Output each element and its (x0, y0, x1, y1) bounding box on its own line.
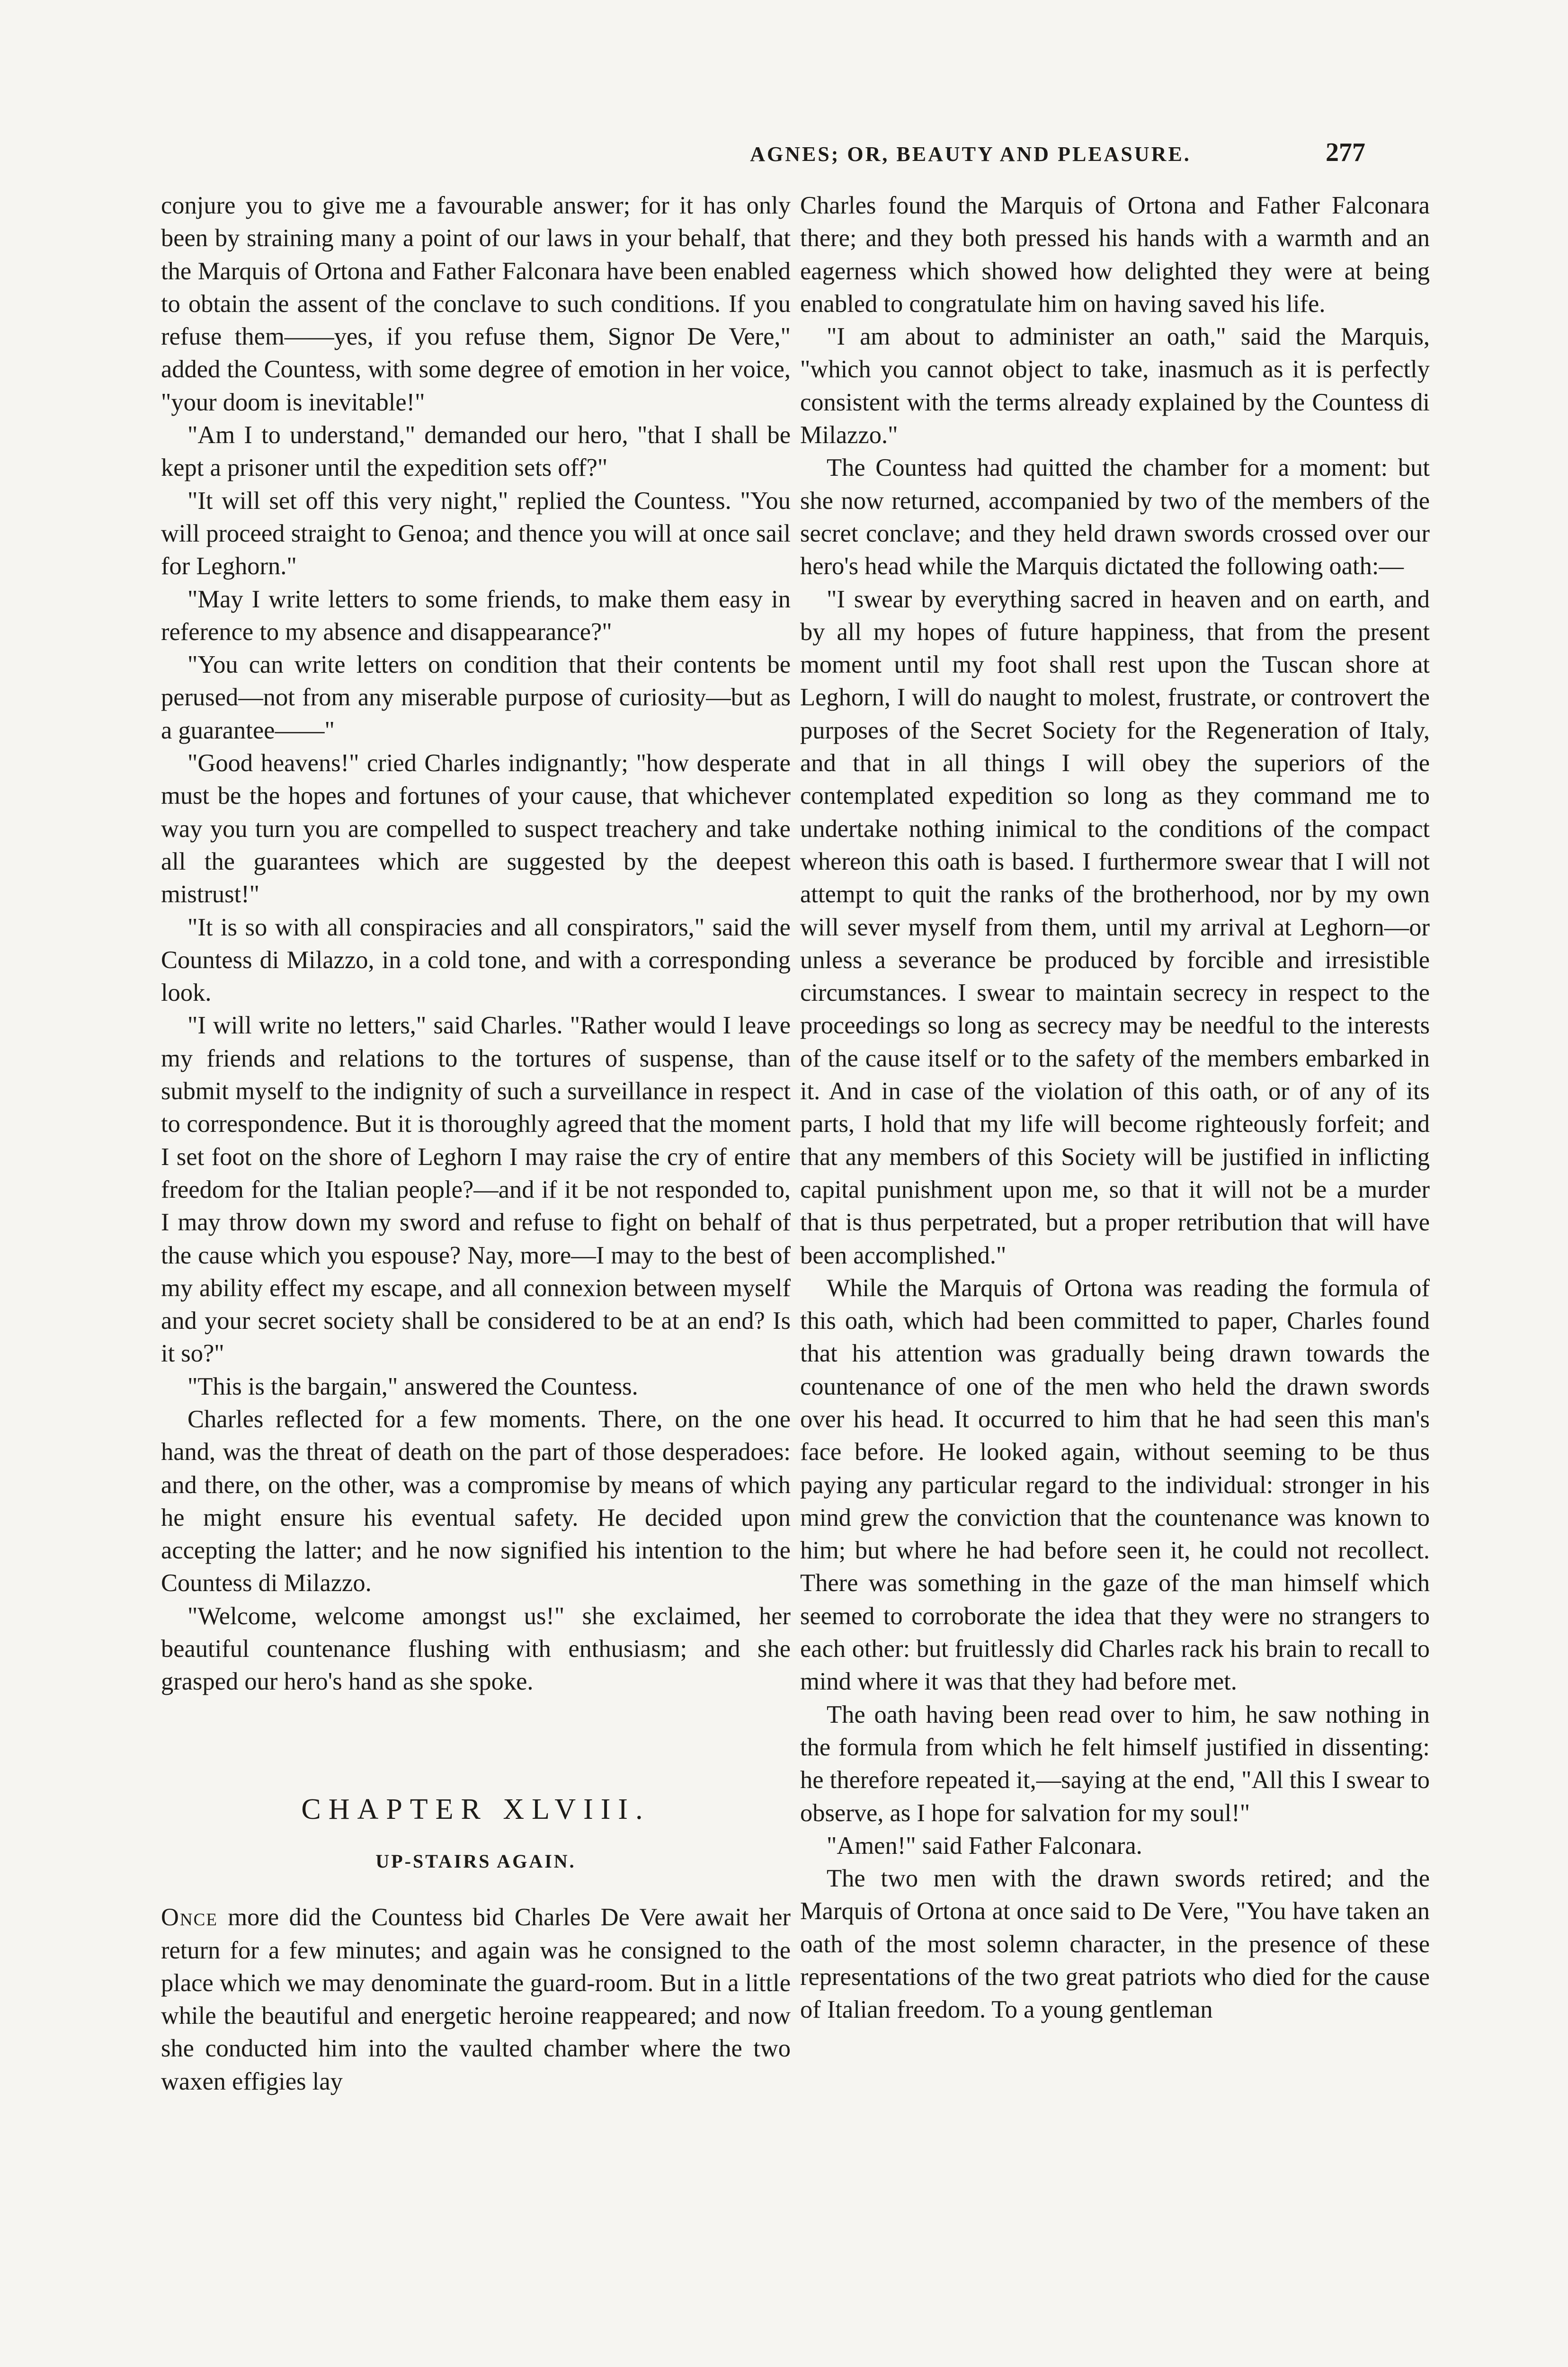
chapter-opening-text: more did the Countess bid Charles De Vere await her return for a few minutes; and again was he consigned to the place which we may denominate the guard-room. But in a little while the beautiful and energetic heroine reappeared; and now she conducted him into the vaulted chamber where the two waxen effigies lay (161, 1904, 791, 2095)
running-head: AGNES; OR, BEAUTY AND PLEASURE. (750, 142, 1191, 166)
chapter-subtitle: UP-STAIRS AGAIN. (375, 1850, 576, 1872)
paragraph: Charles found the Marquis of Ortona and Father Falconara there; and they both pressed his hands with a warmth and an eagerness which showed how delighted they were at being enabled to congratulate him on having saved his life. (800, 192, 1430, 318)
page-number: 277 (1326, 138, 1365, 167)
paragraph: The two men with the drawn swords retired; and the Marquis of Ortona at once said to De Vere, "You have taken an oath of the most solemn character, in the presence of these representations of the two great patriots who died for the cause of Italian freedom. To a young gentleman (800, 1865, 1430, 2024)
paragraph: "Am I to understand," demanded our hero, "that I shall be kept a prisoner until the expedition sets off?" (161, 421, 791, 482)
paragraph: "Welcome, welcome amongst us!" she exclaimed, her beautiful countenance flushing with enthusiasm; and she grasped our hero's hand as she spoke. (161, 1602, 791, 1696)
paragraph: "It is so with all conspiracies and all conspirators," said the Countess di Milazzo, in a cold tone, and with a corresponding look. (161, 913, 791, 1007)
chapter-opening-paragraph (161, 1901, 791, 2098)
paragraph: "Amen!" said Father Falconara. (827, 1832, 1142, 1860)
paragraph: "Good heavens!" cried Charles indignantly; "how desperate must be the hopes and fortunes of your cause, that whichever way you turn you are compelled to suspect treachery and take all the guarantees which are suggested by the deepest mistrust!" (161, 749, 791, 908)
chapter-dropcap: Once (161, 1904, 218, 1931)
paragraph: "You can write letters on condition that their contents be perused—not from any miserable purpose of curiosity—but as a guarantee——" (161, 651, 791, 744)
paragraph: The Countess had quitted the chamber for a moment: but she now returned, accompanied by two of the members of the secret conclave; and they held drawn swords crossed over our hero's head while the Marquis dictated the following oath:— (800, 454, 1430, 580)
paragraph: Charles reflected for a few moments. There, on the one hand, was the threat of death on the part of those desperadoes: and there, on the other, was a compromise by means of which he might ensure his eventual safety. He decided upon accepting the latter; and he now signified his intention to the Countess di Milazzo. (161, 1405, 791, 1597)
left-column (161, 189, 791, 2098)
paragraph: "May I write letters to some friends, to make them easy in reference to my absence and disappearance?" (161, 585, 791, 646)
paragraph: "This is the bargain," answered the Countess. (187, 1372, 638, 1400)
paragraph: While the Marquis of Ortona was reading the formula of this oath, which had been committed to paper, Charles found that his attention was gradually being drawn towards the countenance of one of the men who held the drawn swords over his head. It occurred to him that he had seen this man's face before. He looked again, without seeming to be thus paying any particular regard to the individual: stronger in his mind grew the conviction that the countenance was known to him; but where he had before seen it, he could not recollect. There was something in the gaze of the man himself which seemed to corroborate the idea that they were no strangers to each other: but fruitlessly did Charles rack his brain to recall to mind where it was that they had before met. (800, 1274, 1430, 1696)
paragraph: "I will write no letters," said Charles. "Rather would I leave my friends and relations to the tortures of suspense, than submit myself to the indignity of such a surveillance in respect to correspondence. But it is thoroughly agreed that the moment I set foot on the shore of Leghorn I may raise the cry of entire freedom for the Italian people?—and if it be not responded to, I may throw down my sword and refuse to fight on behalf of the cause which you espouse? Nay, more—I may to the best of my ability effect my escape, and all connexion between myself and your secret society shall be considered to be at an end? Is it so?" (161, 1012, 791, 1368)
paragraph: The oath having been read over to him, he saw nothing in the formula from which he felt himself justified in dissenting: he therefore repeated it,—saying at the end, "All this I swear to observe, as I hope for salvation for my soul!" (800, 1700, 1430, 1827)
paragraph: "It will set off this very night," replied the Countess. "You will proceed straight to Genoa; and thence you will at once sail for Leghorn." (161, 487, 791, 580)
paragraph: "I am about to administer an oath," said the Marquis, "which you cannot object to take, inasmuch as it is perfectly consistent with the terms already explained by the Countess di Milazzo." (800, 323, 1430, 449)
chapter-heading: CHAPTER XLVIII. (301, 1793, 650, 1825)
paragraph: "I swear by everything sacred in heaven and on earth, and by all my hopes of future happiness, that from the present moment until my foot shall rest upon the Tuscan shore at Leghorn, I will do naught to molest, frustrate, or controvert the purposes of the Secret Society for the Regeneration of Italy, and that in all things I will obey the superiors of the contemplated expedition so long as they command me to undertake nothing inimical to the conditions of the compact whereon this oath is based. I furthermore swear that I will not attempt to quit the ranks of the brotherhood, nor by my own will sever myself from them, until my arrival at Leghorn—or unless a severance be produced by forcible and irresistible circumstances. I swear to maintain secrecy in respect to the proceedings so long as secrecy may be needful to the interests of the cause itself or to the safety of the members embarked in it. And in case of the violation of this oath, or of any of its parts, I hold that my life will become righteously forfeit; and that any members of this Society will be justified in inflicting capital punishment upon me, so that it will not be a murder that is thus perpetrated, but a proper retribution that will have been accomplished." (800, 585, 1430, 1269)
paragraph: conjure you to give me a favourable answer; for it has only been by straining many a point of our laws in your behalf, that the Marquis of Ortona and Father Falconara have been enabled to obtain the assent of the conclave to such conditions. If you refuse them——yes, if you refuse them, Signor De Vere," added the Countess, with some degree of emotion in her voice, "your doom is inevitable!" (161, 192, 791, 416)
right-column (800, 189, 1430, 2027)
